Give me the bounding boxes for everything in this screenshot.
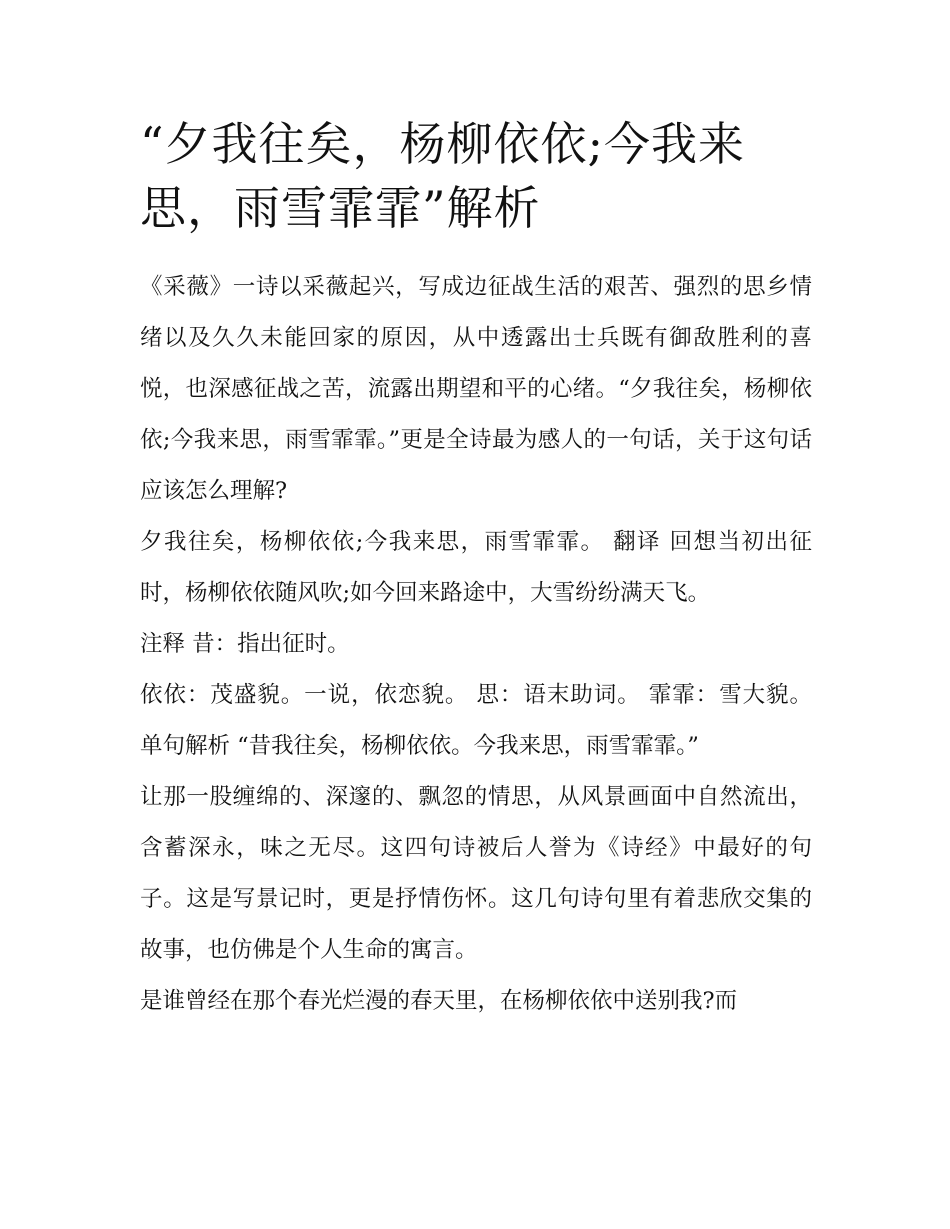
paragraph-annotation: 注释 昔：指出征时。 [140, 631, 350, 657]
paragraph-translation: 夕我往矣，杨柳依依;今我来思，雨雪霏霏。 翻译 回想当初出征时，杨柳依依随风吹;如今回来路途中，大雪纷纷满天飞。 [140, 529, 812, 606]
paragraph-intro: 《采薇》一诗以采薇起兴，写成边征战生活的艰苦、强烈的思乡情绪以及久久未能回家的原因，从中透露出士兵既有御敌胜利的喜悦，也深感征战之苦，流露出期望和平的心绪。“夕我往矣，杨柳依依;今我来思，雨雪霏霏。”更是全诗最为感人的一句话，关于这句话应该怎么理解? [140, 274, 812, 504]
document-page [140, 112, 812, 1027]
paragraph-analysis: 让那一股缠绵的、深邃的、飘忽的情思，从风景画面中自然流出，含蓄深永，味之无尽。这四句诗被后人誉为《诗经》中最好的句子。这是写景记时，更是抒情伤怀。这几句诗句里有着悲欣交集的故事，也仿佛是个人生命的寓言。 [140, 784, 812, 963]
paragraph-continuation: 是谁曾经在那个春光烂漫的春天里，在杨柳依依中送别我?而 [140, 988, 738, 1014]
paragraph-glossary: 依依：茂盛貌。一说，依恋貌。 思：语末助词。 霏霏：雪大貌。 单句解析 “昔我往矣，杨柳依依。今我来思，雨雪霏霏。” [140, 682, 812, 759]
document-title: “夕我往矣，杨柳依依;今我来思，雨雪霏霏”解析 [140, 117, 746, 235]
